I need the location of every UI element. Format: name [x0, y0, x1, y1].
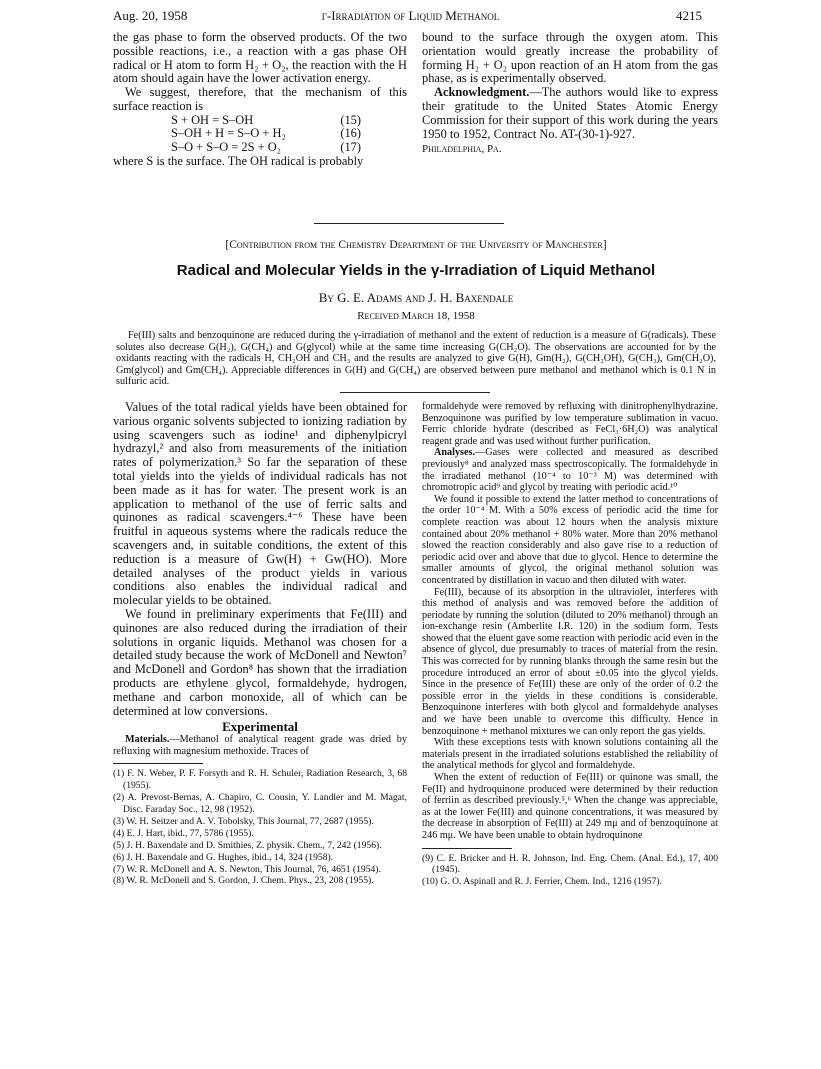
footnote: (1) F. N. Weber, P. F. Forsyth and R. H. Schuler, Radiation Research, 3, 68 (1955). [113, 768, 407, 792]
received-date: Received March 18, 1958 [357, 310, 475, 322]
article-left-column [113, 401, 407, 887]
contribution-line: [Contribution from the Chemistry Department of the University of Manchester] [225, 239, 607, 251]
abstract-divider [340, 392, 490, 393]
prev-article-right-column [422, 31, 718, 157]
acknowledgment: Acknowledgment.—The authors would like to express their gratitude to the United States Atomic Energy Commission for their support of this work during the years 1950 to 1952, Contract No. AT-(30-1)-927. [422, 85, 718, 141]
footnote: (9) C. E. Bricker and H. R. Johnson, Ind. Eng. Chem. (Anal. Ed.), 17, 400 (1945). [422, 852, 718, 876]
methods-paragraph: formaldehyde were removed by refluxing with dinitrophenylhydrazine. Benzoquinone was purified by low temperature sublimation in vacuo. Ferric chloride hydrate (described as FeCl₃·6H₂O) was analytical reagent grade and was used without further purification. [422, 401, 718, 447]
prev-article-left-column [113, 31, 407, 168]
footnote-rule [113, 763, 203, 764]
footnote: (7) W. R. McDonell and A. S. Newton, This Journal, 76, 4651 (1954). [113, 863, 381, 875]
article-divider [314, 223, 504, 224]
page-number: 4215 [676, 8, 702, 23]
analyses-paragraph: Analyses.—Gases were collected and measured as described previously⁸ and analyzed mass spectroscopically. The formaldehyde in the irradiated methanol (10⁻⁴ to 10⁻³ M) was determined with chromotropic acid⁹ and glycol by treating with periodic acid.¹⁰ [422, 447, 718, 494]
footnote: (4) E. J. Hart, ibid., 77, 5786 (1955). [113, 827, 254, 839]
prev-paragraph: bound to the surface through the oxygen atom. This orientation would greatly increase the probability of forming H₂ + O₂ upon reaction of an H atom from the gas phase, as is experimentally observed. [422, 30, 718, 86]
abstract: Fe(III) salts and benzoquinone are reduced during the γ-irradiation of methanol and the extent of reduction is a measure of G(radicals). These solutes also decrease G(H₂), G(CH₄) and G(glycol) while at the same time increasing G(CH₂O). The observations are accounted for by the oxidants reacting with the radicals H, CH₂OH and CH₃ and the results are analyzed to give G(H), Gm(H₂), G(CH₂OH), G(CH₃), Gm(CH₂O), Gm(glycol) and Gm(CH₄). Appreciable differences in G(H) and G(CH₄) are observed between pure methanol and methanol which is 0.1 N in sulfuric acid. [116, 330, 716, 388]
footnote: (2) A. Prevost-Bernas, A. Chapiro, C. Cousin, Y. Landler and M. Magat, Disc. Faraday Soc., 12, 98 (1952). [113, 792, 407, 816]
intro-paragraph: Values of the total radical yields have been obtained for various organic solvents subjected to ionizing radiation by using scavengers such as iodine¹ and diphenylpicryl hydrazyl,² and also from measurements of the initiation rates of polymerization.³ So far the separation of these total yields into the yields of individual radicals has not been made as it has for water. The present work is an application to methanol of the use of ferric salts and quinones as radical scavengers.⁴⁻⁶ These have been fruitful in aqueous systems where the radicals reduce the scavengers and, in suitable conditions, the extent of this reduction is a measure of Gw(H) + Gw(HO). More detailed analyses of the product yields in various conditions also enables the individual radical and molecular yields to be obtained. [113, 400, 407, 608]
methods-paragraph: With these exceptions tests with known solutions containing all the materials present in the irradiated solutions established the reliability of the analytical methods for glycol and formaldehyde. [422, 737, 718, 772]
methods-paragraph: We found it possible to extend the latter method to concentrations of the order 10⁻⁴ M. With a 50% excess of periodic acid the time for complete reaction was about 12 hours when the analysis mixture contained about 20% methanol + 80% water. More than 20% methanol slowed the reaction considerably and also gave rise to a reduction of periodic acid over and above that due to glycol. Hence to determine the smaller amounts of glycol, the original methanol solution was concentrated by distillation in vacuo and then diluted with water. [422, 493, 718, 586]
article-right-column [422, 401, 718, 888]
intro-paragraph: We found in preliminary experiments that Fe(III) and quinones are also reduced during the irradiation of their solutions in organic liquids. Methanol was chosen for a detailed study because the work of McDonell and Newton⁷ and McDonell and Gordon⁸ has shown that the irradiation products are ethylene glycol, formaldehyde, hydrogen, methane and carbon monoxide, all of which can be determined at low conversions. [113, 606, 407, 718]
materials-paragraph: Materials.—Methanol of analytical reagent grade was dried by refluxing with magnesium methoxide. Traces of [113, 734, 407, 757]
authors: By G. E. Adams and J. H. Baxendale [318, 290, 514, 305]
footnotes-right [422, 853, 718, 889]
equation-17: S–O + S–O = 2S + O₂ (17) [171, 139, 361, 154]
footnote: (5) J. H. Baxendale and D. Smithies, Z. physik. Chem., 7, 242 (1956). [113, 839, 382, 851]
footnote-rule [422, 848, 512, 849]
methods-paragraph: When the extent of reduction of Fe(III) or quinone was small, the Fe(II) and hydroquinone produced were determined by their reduction of ferriin as described previously.⁵,⁶ When the change was appreciable, as at the lower Fe(III) and quinone concentrations, it was measured by the decrease in absorption of Fe(III) at 249 mμ and of benzoquinone at 246 mμ. We have been unable to obtain hydroquinone [422, 772, 718, 841]
header-date: Aug. 20, 1958 [113, 8, 188, 23]
footnote: (6) J. H. Baxendale and G. Hughes, ibid., 14, 324 (1958). [113, 851, 334, 863]
prev-paragraph: the gas phase to form the observed products. Of the two possible reactions, i.e., a reaction with a gas phase OH radical or H atom to form H₂ + O₂, the reaction with the H atom should again have the lower activation energy. [113, 30, 407, 86]
methods-paragraph: Fe(III), because of its absorption in the ultraviolet, interferes with this method of analysis and was removed before the addition of periodate by running the solution (diluted to 20% methanol) through an ion-exchange resin (Amberlite I.R. 120) in the sodium form. Tests showed that the eluent gave some reaction with periodic acid even in the absence of glycol, due presumably to traces of material from the resin. This was corrected for by running blanks through the same resin but the procedure introduced an error of about ±0.05 into the glycol yields. Since in the presence of Fe(III) these are only of the order of 0.2 the possible error in the yields in these conditions is considerable. Benzoquinone interferes with both glycol and formaldehyde analyses and we have been unable to overcome this difficulty. Hence in benzoquinone + methanol mixtures we can only report the gas yields. [422, 586, 718, 737]
footnotes-left [113, 768, 407, 887]
footnote: (8) W. R. McDonell and S. Gordon, J. Chem. Phys., 23, 208 (1955). [113, 875, 374, 887]
article-title: Radical and Molecular Yields in the γ-Irradiation of Liquid Methanol [176, 262, 656, 279]
equation-16: S–OH + H = S–O + H₂ (16) [171, 126, 361, 141]
footnote: (3) W. H. Seitzer and A. V. Tobolsky, This Journal, 77, 2687 (1955). [113, 815, 374, 827]
prev-paragraph: where S is the surface. The OH radical is probably [113, 153, 364, 168]
prev-paragraph: We suggest, therefore, that the mechanism of this surface reaction is [113, 85, 407, 113]
equation-15: S + OH = S–OH (15) [171, 112, 361, 127]
footnote: (10) G. O. Aspinall and R. J. Ferrier, Chem. Ind., 1216 (1957). [422, 876, 662, 888]
running-title: γ-Irradiation of Liquid Methanol [321, 8, 500, 23]
author-location: Philadelphia, Pa. [422, 143, 502, 156]
section-heading-experimental: Experimental [222, 719, 298, 735]
